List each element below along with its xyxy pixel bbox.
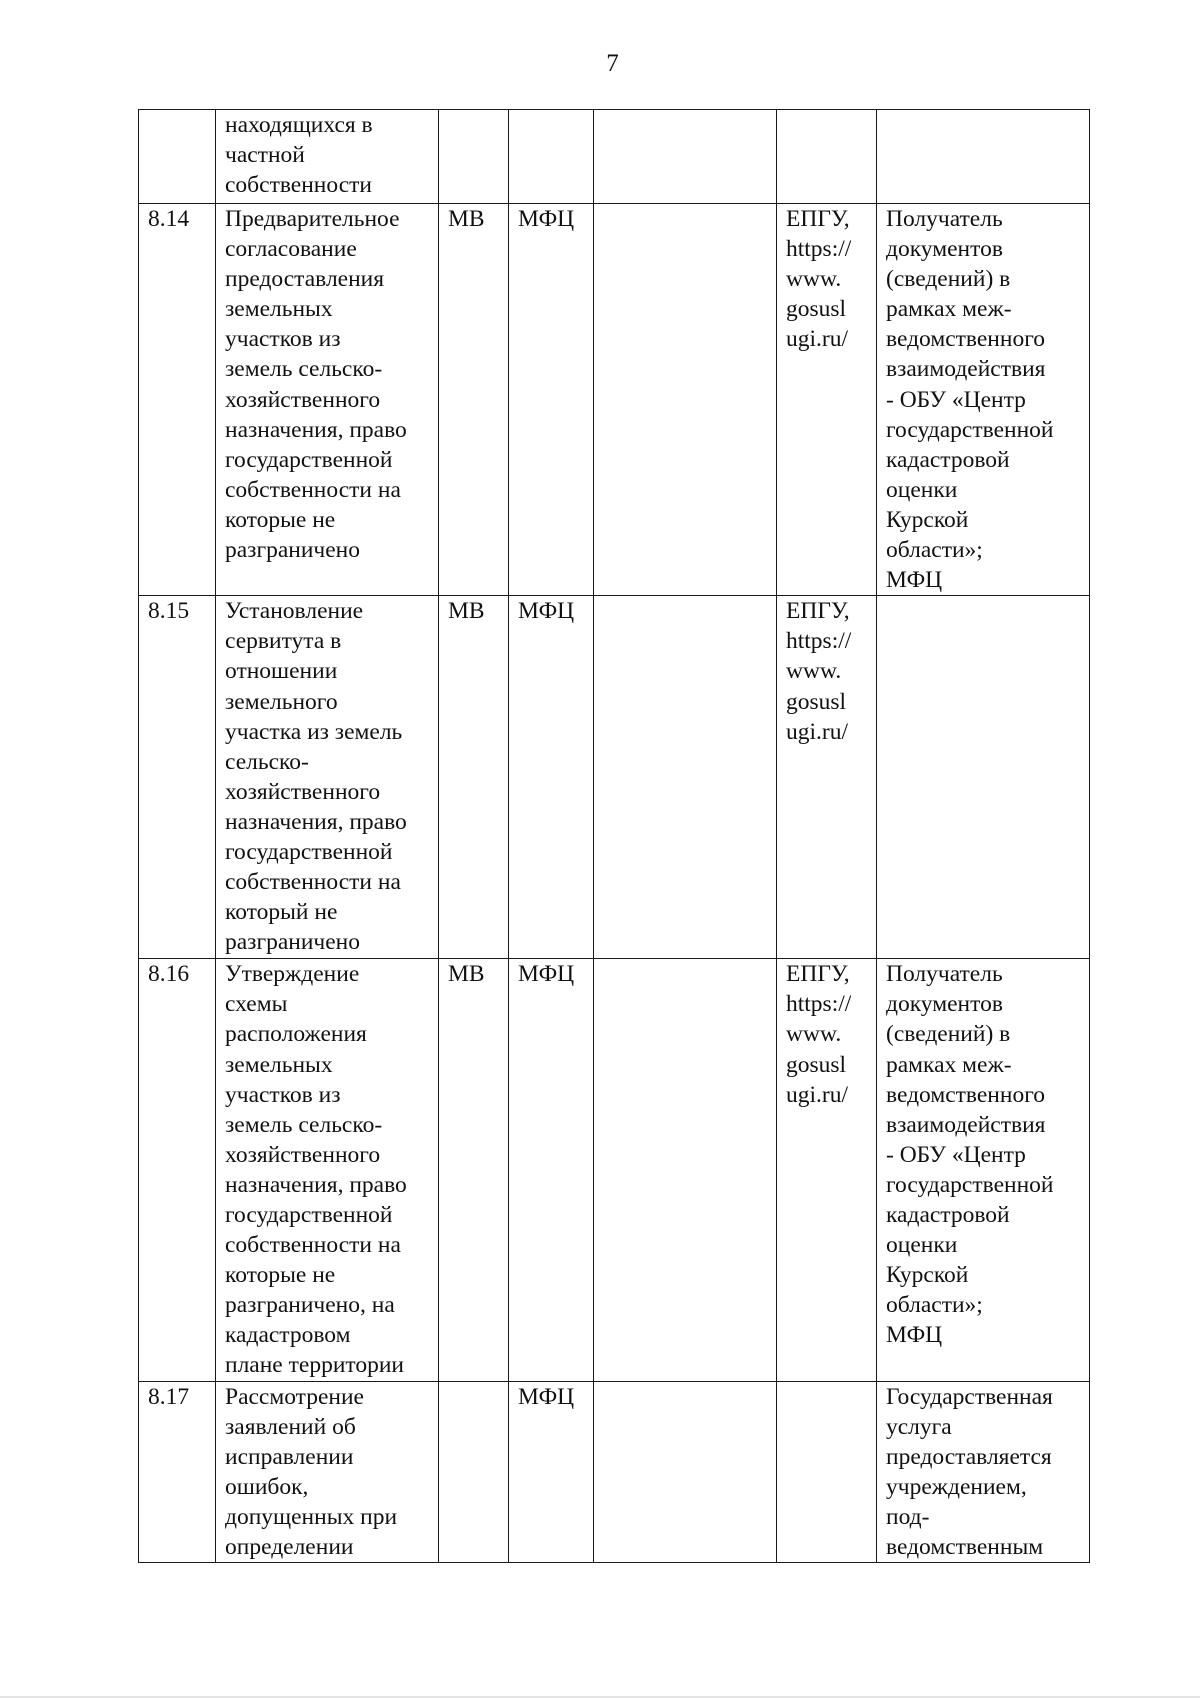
- mfc-cell: [509, 110, 594, 204]
- note-cell: Государственная услуга предоставляется учреждением, под- ведомственным: [877, 1381, 1090, 1563]
- portal-link-cell: ЕПГУ, https:// www. gosusl ugi.ru/: [777, 204, 877, 596]
- service-name-cell: Рассмотрение заявлений об исправлении ошибок, допущенных при определении: [216, 1381, 439, 1563]
- service-name-cell: Установление сервитута в отношении земельного участка из земель сельско- хозяйственного назначения, право государственной собственности на который не разграничено: [216, 596, 439, 959]
- portal-link-cell: [777, 110, 877, 204]
- empty-cell: [594, 1381, 777, 1563]
- table-row: [139, 959, 1090, 1381]
- services-table: [138, 109, 1090, 1563]
- portal-link-cell: ЕПГУ, https:// www. gosusl ugi.ru/: [777, 959, 877, 1381]
- note-cell: [877, 596, 1090, 959]
- mv-cell: МВ: [439, 959, 509, 1381]
- service-name-cell: Утверждение схемы расположения земельных участков из земель сельско- хозяйственного назначения, право государственной собственности на которые не разграничено, на кадастровом плане территории: [216, 959, 439, 1381]
- empty-cell: [594, 959, 777, 1381]
- mfc-cell: МФЦ: [509, 1381, 594, 1563]
- mv-cell: МВ: [439, 204, 509, 596]
- service-name-cell: Предварительное согласование предоставления земельных участков из земель сельско- хозяйственного назначения, право государственной собственности на которые не разграничено: [216, 204, 439, 596]
- row-number-cell: 8.15: [139, 596, 216, 959]
- empty-cell: [594, 110, 777, 204]
- table-row: [139, 204, 1090, 596]
- portal-link-cell: ЕПГУ, https:// www. gosusl ugi.ru/: [777, 596, 877, 959]
- note-cell: [877, 110, 1090, 204]
- note-cell: Получатель документов (сведений) в рамках меж- ведомственного взаимодействия - ОБУ «Центр государственной кадастровой оценки Курской области»; МФЦ: [877, 204, 1090, 596]
- table-row: [139, 110, 1090, 204]
- row-number-cell: 8.17: [139, 1381, 216, 1563]
- mfc-cell: МФЦ: [509, 596, 594, 959]
- empty-cell: [594, 596, 777, 959]
- page-number: 7: [606, 50, 619, 77]
- mv-cell: МВ: [439, 596, 509, 959]
- row-number-cell: [139, 110, 216, 204]
- table-row: [139, 596, 1090, 959]
- mv-cell: [439, 110, 509, 204]
- table-row: [139, 1381, 1090, 1563]
- note-cell: Получатель документов (сведений) в рамках меж- ведомственного взаимодействия - ОБУ «Центр государственной кадастровой оценки Курской области»; МФЦ: [877, 959, 1090, 1381]
- mfc-cell: МФЦ: [509, 204, 594, 596]
- empty-cell: [594, 204, 777, 596]
- row-number-cell: 8.16: [139, 959, 216, 1381]
- service-name-cell: находящихся в частной собственности: [216, 110, 439, 204]
- row-number-cell: 8.14: [139, 204, 216, 596]
- mv-cell: [439, 1381, 509, 1563]
- portal-link-cell: [777, 1381, 877, 1563]
- mfc-cell: МФЦ: [509, 959, 594, 1381]
